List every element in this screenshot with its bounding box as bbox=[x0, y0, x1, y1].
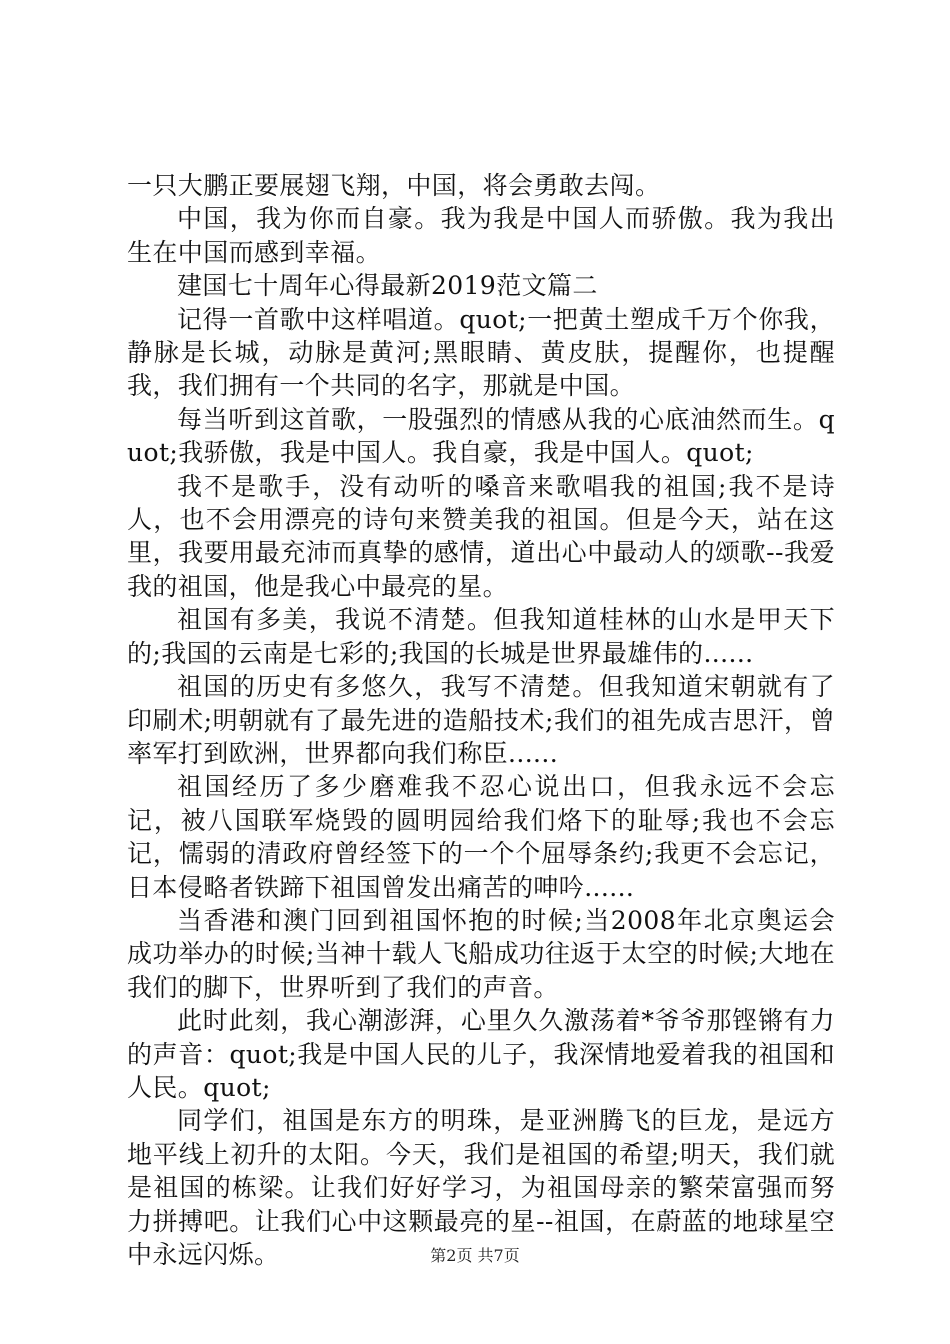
paragraph: 祖国经历了多少磨难我不忍心说出口，但我永远不会忘记，被八国联军烧毁的圆明园给我们烙下的耻辱;我也不会忘记，懦弱的清政府曾经签下的一个个屈辱条约;我更不会忘记，日本侵略者铁蹄下祖国曾发出痛苦的呻吟...... bbox=[127, 772, 835, 902]
paragraph: 祖国有多美，我说不清楚。但我知道桂林的山水是甲天下的;我国的云南是七彩的;我国的长城是世界最雄伟的...... bbox=[127, 605, 835, 668]
paragraph: 我不是歌手，没有动听的嗓音来歌唱我的祖国;我不是诗人，也不会用漂亮的诗句来赞美我的祖国。但是今天，站在这里，我要用最充沛而真挚的感情，道出心中最动人的颂歌--我爱我的祖国，他是我心中最亮的星。 bbox=[127, 471, 835, 601]
paragraph: 当香港和澳门回到祖国怀抱的时候;当2008年北京奥运会成功举办的时候;当神十载人飞船成功往返于太空的时候;大地在我们的脚下，世界听到了我们的声音。 bbox=[127, 905, 835, 1002]
paragraph: 祖国的历史有多悠久，我写不清楚。但我知道宋朝就有了印刷术;明朝就有了最先进的造船技术;我们的祖先成吉思汗，曾率军打到欧洲，世界都向我们称臣...... bbox=[127, 672, 835, 768]
paragraph: 每当听到这首歌，一股强烈的情感从我的心底油然而生。quot;我骄傲，我是中国人。我自豪，我是中国人。quot; bbox=[127, 404, 835, 468]
document-body bbox=[127, 169, 835, 1271]
paragraph: 中国，我为你而自豪。我为我是中国人而骄傲。我为我出生在中国而感到幸福。 bbox=[127, 204, 835, 267]
page-number-footer: 第2页 共7页 bbox=[430, 1246, 520, 1265]
paragraph: 记得一首歌中这样唱道。quot;一把黄土塑成千万个你我，静脉是长城，动脉是黄河;黑眼睛、黄皮肤，提醒你，也提醒我，我们拥有一个共同的名字，那就是中国。 bbox=[127, 304, 835, 401]
section-heading: 建国七十周年心得最新2019范文篇二 bbox=[177, 271, 598, 301]
paragraph-continuation: 一只大鹏正要展翅飞翔，中国，将会勇敢去闯。 bbox=[127, 171, 661, 200]
paragraph: 此时此刻，我心潮澎湃，心里久久激荡着*爷爷那铿锵有力的声音：quot;我是中国人民的儿子，我深情地爱着我的祖国和人民。quot; bbox=[127, 1006, 835, 1102]
paragraph: 同学们，祖国是东方的明珠，是亚洲腾飞的巨龙，是远方地平线上初升的太阳。今天，我们是祖国的希望;明天，我们就是祖国的栋梁。让我们好好学习，为祖国母亲的繁荣富强而努力拼搏吧。让我们心中这颗最亮的星--祖国，在蔚蓝的地球星空中永远闪烁。 bbox=[127, 1106, 835, 1269]
